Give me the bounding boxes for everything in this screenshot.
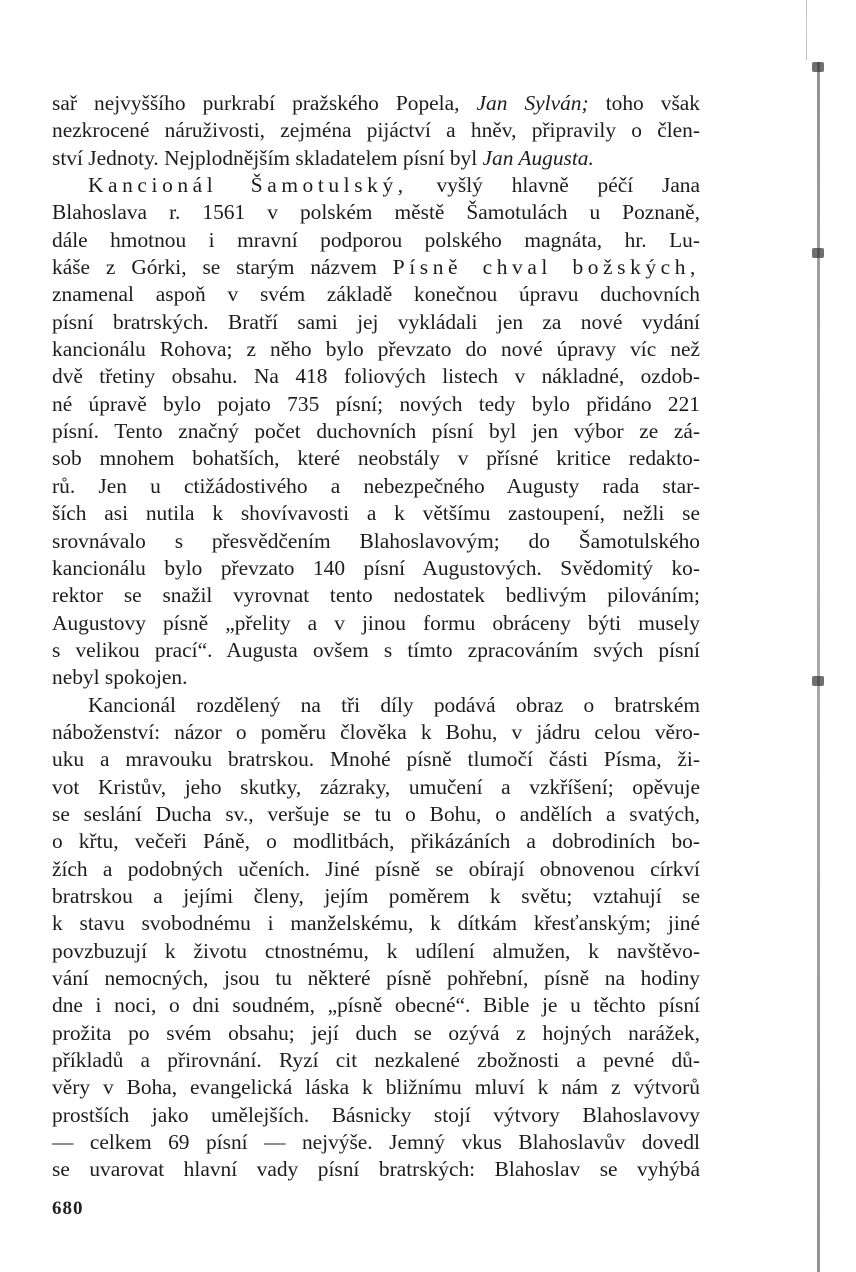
text-line (52, 336, 700, 363)
text-segment: s velikou prací“. Augusta ovšem s tímto zpracováním svých písní (52, 637, 700, 662)
text-segment: Blahoslava r. 1561 v polském městě Šamotulách u Poznaně, (52, 200, 700, 225)
text-segment: ších asi nutila k shovívavosti a k většímu zastoupení, nežli se (52, 501, 700, 526)
text-segment: náboženství: názor o poměru člověka k Bohu, v jádru celou věro- (52, 719, 700, 744)
binding-mark (812, 62, 824, 72)
text-line (52, 391, 700, 418)
italic-name: Jan Augusta. (482, 145, 594, 170)
text-line (52, 610, 700, 637)
binding-mark (812, 676, 824, 686)
text-line (52, 1156, 700, 1183)
text-segment: Augustovy písně „přelity a v jinou formu obráceny býti musely (52, 610, 700, 635)
text-segment: se uvarovat hlavní vady písní bratrských: Blahoslav se vyhýbá (52, 1157, 700, 1182)
text-segment: bratrskou a jejími členy, jejím poměrem k světu; vztahují se (52, 883, 700, 908)
text-segment: toho však (588, 91, 700, 115)
text-line (52, 582, 700, 609)
text-segment: kancionálu Rohova; z něho bylo převzato do nové úpravy víc než (52, 337, 700, 362)
body-text (52, 90, 700, 1184)
scan-edge-line (806, 0, 807, 60)
text-segment: vání nemocných, jsou tu některé písně pohřební, písně na hodiny (52, 966, 700, 990)
text-line (52, 1129, 700, 1156)
text-line (52, 528, 700, 555)
text-line (52, 637, 700, 664)
text-segment: kancionálu bylo převzato 140 písní Augustových. Svědomitý ko- (52, 555, 700, 580)
text-line (52, 1020, 700, 1047)
text-line (52, 145, 700, 172)
binding-edge-line (817, 62, 820, 1272)
text-line (52, 938, 700, 965)
text-line (52, 1102, 700, 1129)
text-segment: o křtu, večeři Páně, o modlitbách, přikázáních a dobrodiních bo- (52, 829, 700, 854)
text-line (52, 473, 700, 500)
text-line (52, 1074, 700, 1101)
text-segment: vyšlý hlavně péčí Jana (407, 173, 700, 198)
text-line (52, 172, 700, 199)
text-segment: ství Jednoty. Nejplodnějším skladatelem písní byl (52, 145, 483, 170)
text-line (52, 719, 700, 746)
text-segment: se seslání Ducha sv., veršuje se tu o Bohu, o andělích a svatých, (52, 801, 700, 826)
text-line (52, 664, 700, 691)
text-line (52, 90, 700, 117)
text-line (52, 856, 700, 883)
text-segment: k stavu svobodnému i manželskému, k dítkám křesťanským; jiné (52, 911, 700, 936)
spaced-title: Kancionál Šamotulský, (88, 173, 408, 198)
text-line (52, 117, 700, 144)
text-segment: káše z Górki, se starým názvem (52, 255, 393, 280)
text-segment: příkladů a přirovnání. Ryzí cit nezkalené zbožnosti a pevné dů- (52, 1048, 700, 1073)
page-number: 680 (52, 1198, 84, 1219)
text-line (52, 828, 700, 855)
text-segment: rektor se snažil vyrovnat tento nedostatek bedlivým pilováním; (52, 583, 700, 608)
text-segment: povzbuzují k životu ctnostnému, k udílení almužen, k navštěvo- (52, 938, 700, 963)
text-segment: rů. Jen u ctižádostivého a nebezpečného Augusty rada star- (52, 473, 700, 498)
text-segment: Kancionál rozdělený na tři díly podává obraz o bratrském (88, 692, 700, 717)
text-line (52, 227, 700, 254)
italic-name: Jan Sylván; (476, 91, 589, 115)
text-segment: prožita po svém obsahu; její duch se ozývá z hojných narážek, (52, 1020, 700, 1045)
text-line (52, 992, 700, 1019)
text-segment: dvě třetiny obsahu. Na 418 foliových listech v nákladné, ozdob- (52, 364, 700, 389)
text-segment: nezkrocené náruživosti, zejména pijáctví a hněv, připravily o člen- (52, 118, 700, 143)
text-line (52, 199, 700, 226)
text-line (52, 254, 700, 281)
text-segment: né úpravě bylo pojato 735 písní; nových tedy bylo přidáno 221 (52, 391, 700, 416)
text-line (52, 1047, 700, 1074)
text-segment: prostších jako umělejších. Básnicky stojí výtvory Blahoslavovy (52, 1102, 700, 1127)
text-segment: — celkem 69 písní — nejvýše. Jemný vkus Blahoslavův dovedl (52, 1130, 700, 1155)
text-segment: písní. Tento značný počet duchovních písní byl jen výbor ze zá- (52, 419, 700, 444)
text-segment: znamenal aspoň v svém základě konečnou úpravu duchovních (52, 282, 700, 307)
text-segment: vot Kristův, jeho skutky, zázraky, umučení a vzkříšení; opěvuje (52, 774, 700, 799)
text-line (52, 281, 700, 308)
text-line (52, 965, 700, 992)
text-line (52, 309, 700, 336)
text-line (52, 692, 700, 719)
text-line (52, 746, 700, 773)
text-line (52, 910, 700, 937)
text-line (52, 774, 700, 801)
text-line (52, 418, 700, 445)
text-line (52, 445, 700, 472)
text-line (52, 883, 700, 910)
text-line (52, 363, 700, 390)
text-line (52, 801, 700, 828)
text-segment: nebyl spokojen. (52, 665, 188, 690)
text-segment: dále hmotnou i mravní podporou polského magnáta, hr. Lu- (52, 227, 700, 252)
text-segment: sob mnohem bohatších, které neobstály v přísné kritice redakto- (52, 446, 700, 471)
text-segment: žích a podobných učeních. Jiné písně se obírají obnovenou církví (52, 856, 700, 881)
text-segment: sař nejvyššího purkrabí pražského Popela, (52, 91, 477, 115)
text-segment: věry v Boha, evangelická láska k bližnímu mluví k nám z výtvorů (52, 1075, 700, 1100)
text-segment: písní bratrských. Bratří sami jej vykládali jen za nové vydání (52, 309, 700, 334)
text-line (52, 555, 700, 582)
binding-mark (812, 248, 824, 258)
spaced-title: Písně chval božských, (392, 255, 700, 280)
text-line (52, 500, 700, 527)
text-segment: srovnávalo s přesvědčením Blahoslavovým; do Šamotulského (52, 528, 700, 553)
text-segment: uku a mravouku bratrskou. Mnohé písně tlumočí části Písma, ži- (52, 747, 700, 772)
text-segment: dne i noci, o dni soudném, „písně obecné“. Bible je u těchto písní (52, 993, 700, 1018)
